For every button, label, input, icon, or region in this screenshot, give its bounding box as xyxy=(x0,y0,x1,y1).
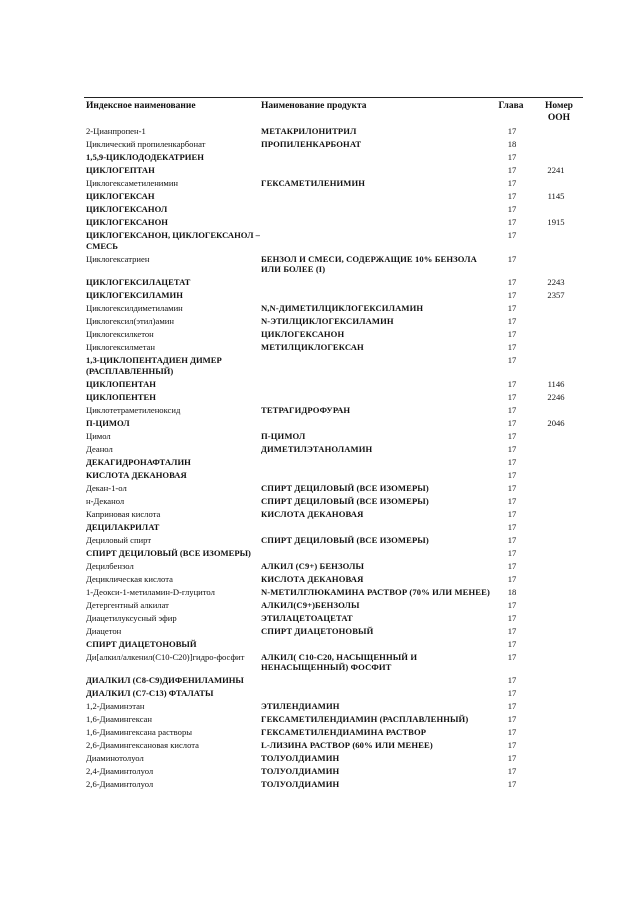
chapter-cell: 17 xyxy=(507,329,517,339)
table-row xyxy=(84,431,583,444)
product-name-cell xyxy=(261,639,495,652)
un-number-cell xyxy=(529,727,583,740)
table-row xyxy=(84,379,583,392)
un-number-cell xyxy=(529,613,583,626)
header-index-name: Индексное наименование xyxy=(86,101,196,111)
product-name-cell xyxy=(261,688,495,701)
product-name-cell: АЛКИЛ(С9+)БЕНЗОЛЫ xyxy=(261,599,360,610)
chapter-cell: 17 xyxy=(507,469,517,480)
index-name-cell: 2,6-Диаминтолуол xyxy=(86,779,154,789)
product-name-cell: ГЕКСАМЕТИЛЕНИМИН xyxy=(261,178,366,188)
un-number-cell xyxy=(529,600,583,613)
index-name-cell: Циклогексатриен xyxy=(86,253,150,264)
un-number-cell xyxy=(529,509,583,522)
table-row xyxy=(84,329,583,342)
table-row xyxy=(84,483,583,496)
product-name-cell: АЛКИЛ (С9+) БЕНЗОЛЫ xyxy=(261,560,364,571)
product-name-cell: П-ЦИМОЛ xyxy=(261,430,306,441)
index-name-cell: 1,6-Диамингексана растворы xyxy=(86,727,193,737)
index-name-cell: Диацетон xyxy=(86,625,122,636)
index-name-cell: Детергентный алкилат xyxy=(86,599,169,610)
chapter-cell: 17 xyxy=(507,508,517,519)
index-name-cell: 1,2-Диаминэтан xyxy=(86,701,145,711)
table-row xyxy=(84,152,583,165)
chapter-cell: 17 xyxy=(507,675,517,685)
product-name-cell: КИСЛОТА ДЕКАНОВАЯ xyxy=(261,573,364,584)
index-name-cell: Цимол xyxy=(86,430,111,441)
un-number-cell xyxy=(529,303,583,316)
un-number-cell xyxy=(529,561,583,574)
table-row xyxy=(84,277,583,290)
un-number-cell xyxy=(529,457,583,470)
index-name-cell: Каприновая кислота xyxy=(86,508,161,519)
un-number-cell xyxy=(529,675,583,688)
product-name-cell xyxy=(261,217,495,230)
table-row xyxy=(84,316,583,329)
table-row xyxy=(84,496,583,509)
index-name-cell: н-Деканол xyxy=(86,495,125,506)
un-number-cell xyxy=(529,548,583,561)
product-name-cell: N,N-ДИМЕТИЛЦИКЛОГЕКСИЛАМИН xyxy=(261,303,424,313)
un-number-cell xyxy=(529,470,583,483)
product-name-cell: БЕНЗОЛ И СМЕСИ, СОДЕРЖАЩИЕ 10% БЕНЗОЛА ИЛИ БОЛЕЕ (I) xyxy=(261,253,477,274)
un-number-cell xyxy=(529,753,583,766)
product-name-cell: N-ЭТИЛЦИКЛОГЕКСИЛАМИН xyxy=(261,316,394,326)
index-name-cell: ДЕЦИЛАКРИЛАТ xyxy=(86,521,160,532)
table-row xyxy=(84,535,583,548)
product-name-cell: ЭТИЛЕНДИАМИН xyxy=(261,701,340,711)
un-number-cell xyxy=(529,701,583,714)
index-name-cell: П-ЦИМОЛ xyxy=(86,417,130,428)
chapter-cell: 17 xyxy=(507,443,517,454)
un-number-cell: 1915 xyxy=(547,217,565,227)
header-un-line1: Номер xyxy=(545,101,573,111)
index-name-cell: Деанол xyxy=(86,443,113,454)
index-name-cell: 1,6-Диамингексан xyxy=(86,714,153,724)
product-name-cell xyxy=(261,204,495,217)
product-name-cell xyxy=(261,470,495,483)
table-row xyxy=(84,254,583,278)
product-name-cell: ГЕКСАМЕТИЛЕНДИАМИНА РАСТВОР xyxy=(261,727,427,737)
table-row xyxy=(84,191,583,204)
chapter-cell: 17 xyxy=(507,230,517,240)
substance-table xyxy=(84,126,583,792)
index-name-cell: ЦИКЛОПЕНТЕН xyxy=(86,391,156,402)
chapter-cell: 17 xyxy=(507,191,517,201)
index-name-cell: 2-Цианпропен-1 xyxy=(86,126,146,136)
un-number-cell xyxy=(529,431,583,444)
chapter-cell: 17 xyxy=(507,521,517,532)
product-name-cell: L-ЛИЗИНА РАСТВОР (60% ИЛИ МЕНЕЕ) xyxy=(261,740,433,750)
product-name-cell: ДИМЕТИЛЭТАНОЛАМИН xyxy=(261,443,373,454)
table-row xyxy=(84,217,583,230)
un-number-cell xyxy=(529,626,583,639)
un-number-cell xyxy=(529,178,583,191)
chapter-cell: 17 xyxy=(507,178,517,188)
chapter-cell: 17 xyxy=(507,290,517,300)
header-un-line2: ООН xyxy=(547,113,571,123)
table-row xyxy=(84,639,583,652)
table-row xyxy=(84,766,583,779)
un-number-cell xyxy=(529,230,583,254)
product-name-cell: ТОЛУОЛДИАМИН xyxy=(261,766,340,776)
table-row xyxy=(84,405,583,418)
un-number-cell xyxy=(529,329,583,342)
chapter-cell: 17 xyxy=(507,766,517,776)
un-number-cell xyxy=(529,779,583,792)
table-row xyxy=(84,392,583,405)
substance-table-body xyxy=(84,126,583,792)
product-name-cell: СПИРТ ДЕЦИЛОВЫЙ (ВСЕ ИЗОМЕРЫ) xyxy=(261,482,429,493)
chapter-cell: 17 xyxy=(507,625,517,636)
chapter-cell: 18 xyxy=(507,586,517,597)
product-name-cell: МЕТИЛЦИКЛОГЕКСАН xyxy=(261,342,364,352)
table-row xyxy=(84,342,583,355)
chapter-cell: 17 xyxy=(507,482,517,493)
index-name-cell: ДЕКАГИДРОНАФТАЛИН xyxy=(86,456,191,467)
index-name-cell: Декан-1-ол xyxy=(86,482,127,493)
un-number-cell xyxy=(529,444,583,457)
chapter-cell: 17 xyxy=(507,714,517,724)
index-name-cell: Циклогексилкетон xyxy=(86,329,154,339)
chapter-cell: 17 xyxy=(507,430,517,441)
un-number-cell xyxy=(529,254,583,278)
product-name-cell xyxy=(261,355,495,379)
un-number-cell xyxy=(529,740,583,753)
chapter-cell: 17 xyxy=(507,688,517,698)
un-number-cell: 2246 xyxy=(547,391,565,402)
table-row xyxy=(84,418,583,431)
product-name-cell xyxy=(261,457,495,470)
index-name-cell: Дециклическая кислота xyxy=(86,573,173,584)
un-number-cell xyxy=(529,766,583,779)
un-number-cell xyxy=(529,126,583,139)
chapter-cell: 17 xyxy=(507,204,517,214)
product-name-cell: ПРОПИЛЕНКАРБОНАТ xyxy=(261,139,362,149)
table-row xyxy=(84,740,583,753)
un-number-cell xyxy=(529,574,583,587)
table-row xyxy=(84,470,583,483)
index-name-cell: 1-Деокси-1-метиламин-D-глуцитол xyxy=(86,586,215,597)
chapter-cell: 17 xyxy=(507,701,517,711)
index-name-cell: Циклогексил(этил)амин xyxy=(86,316,174,326)
index-name-cell: Диацетилуксусный эфир xyxy=(86,612,177,623)
index-name-cell: ЦИКЛОГЕКСИЛАЦЕТАТ xyxy=(86,277,191,287)
index-name-cell: Дециловый спирт xyxy=(86,534,152,545)
chapter-cell: 17 xyxy=(507,560,517,571)
table-row xyxy=(84,126,583,139)
chapter-cell: 17 xyxy=(507,391,517,402)
product-name-cell xyxy=(261,230,495,254)
product-name-cell: МЕТАКРИЛОНИТРИЛ xyxy=(261,126,357,136)
product-name-cell xyxy=(261,675,495,688)
table-row xyxy=(84,613,583,626)
chapter-cell: 17 xyxy=(507,740,517,750)
index-name-cell: ДИАЛКИЛ (С8-С9)ДИФЕНИЛАМИНЫ xyxy=(86,675,244,685)
table-row xyxy=(84,701,583,714)
chapter-cell: 17 xyxy=(507,753,517,763)
table-row xyxy=(84,230,583,254)
un-number-cell xyxy=(529,688,583,701)
index-name-cell: Циклотетраметиленоксид xyxy=(86,404,181,415)
un-number-cell: 2357 xyxy=(547,290,565,300)
table-row xyxy=(84,165,583,178)
product-name-cell xyxy=(261,191,495,204)
un-number-cell xyxy=(529,714,583,727)
index-name-cell: 2,4-Диаминтолуол xyxy=(86,766,154,776)
product-name-cell xyxy=(261,290,495,303)
table-row xyxy=(84,522,583,535)
un-number-cell xyxy=(529,342,583,355)
chapter-cell: 18 xyxy=(507,139,517,149)
header-chapter: Глава xyxy=(498,101,524,111)
product-name-cell xyxy=(261,165,495,178)
chapter-cell: 17 xyxy=(507,303,517,313)
index-name-cell: 1,5,9-ЦИКЛОДОДЕКАТРИЕН xyxy=(86,152,204,162)
chapter-cell: 17 xyxy=(507,152,517,162)
un-number-cell xyxy=(529,483,583,496)
un-number-cell xyxy=(529,496,583,509)
index-name-cell: ЦИКЛОГЕКСАНОН, ЦИКЛОГЕКСАНОЛ – СМЕСЬ xyxy=(86,230,260,251)
chapter-cell: 17 xyxy=(507,355,517,365)
table-row xyxy=(84,444,583,457)
chapter-cell: 17 xyxy=(507,495,517,506)
un-number-cell: 2046 xyxy=(547,417,565,428)
table-row xyxy=(84,574,583,587)
chapter-cell: 17 xyxy=(507,253,517,264)
index-name-cell: ЦИКЛОГЕПТАН xyxy=(86,165,155,175)
index-name-cell: ЦИКЛОПЕНТАН xyxy=(86,378,156,389)
table-row xyxy=(84,457,583,470)
table-row xyxy=(84,675,583,688)
index-name-cell: ЦИКЛОГЕКСАНОЛ xyxy=(86,204,168,214)
un-number-cell xyxy=(529,522,583,535)
table-row xyxy=(84,204,583,217)
index-name-cell: 1,3-ЦИКЛОПЕНТАДИЕН ДИМЕР (РАСПЛАВЛЕННЫЙ) xyxy=(86,355,222,376)
header-rule xyxy=(84,97,583,98)
un-number-cell xyxy=(529,152,583,165)
product-name-cell xyxy=(261,152,495,165)
chapter-cell: 17 xyxy=(507,651,517,662)
product-name-cell xyxy=(261,277,495,290)
un-number-cell xyxy=(529,355,583,379)
table-row xyxy=(84,714,583,727)
product-name-cell: ЦИКЛОГЕКСАНОН xyxy=(261,329,345,339)
product-name-cell xyxy=(261,418,495,431)
un-number-cell xyxy=(529,204,583,217)
product-name-cell: ТОЛУОЛДИАМИН xyxy=(261,753,340,763)
table-row xyxy=(84,727,583,740)
chapter-cell: 17 xyxy=(507,456,517,467)
chapter-cell: 17 xyxy=(507,547,517,558)
product-name-cell: КИСЛОТА ДЕКАНОВАЯ xyxy=(261,508,364,519)
index-name-cell: СПИРТ ДЕЦИЛОВЫЙ (ВСЕ ИЗОМЕРЫ) xyxy=(86,547,251,558)
index-name-cell: ЦИКЛОГЕКСАНОН xyxy=(86,217,168,227)
index-name-cell: КИСЛОТА ДЕКАНОВАЯ xyxy=(86,469,187,480)
un-number-cell: 1146 xyxy=(547,378,565,389)
chapter-cell: 17 xyxy=(507,612,517,623)
table-row xyxy=(84,303,583,316)
un-number-cell: 1145 xyxy=(547,191,565,201)
table-row xyxy=(84,600,583,613)
index-name-cell: ЦИКЛОГЕКСИЛАМИН xyxy=(86,290,183,300)
chapter-cell: 17 xyxy=(507,217,517,227)
product-name-cell: СПИРТ ДЕЦИЛОВЫЙ (ВСЕ ИЗОМЕРЫ) xyxy=(261,534,429,545)
product-name-cell: СПИРТ ДИАЦЕТОНОВЫЙ xyxy=(261,625,374,636)
table-row xyxy=(84,587,583,600)
index-name-cell: Циклический пропиленкарбонат xyxy=(86,139,206,149)
un-number-cell xyxy=(529,587,583,600)
table-row xyxy=(84,652,583,676)
chapter-cell: 17 xyxy=(507,534,517,545)
index-name-cell: Диаминотолуол xyxy=(86,753,144,763)
table-row xyxy=(84,290,583,303)
index-name-cell: Децилбензол xyxy=(86,560,134,571)
table-row xyxy=(84,779,583,792)
index-name-cell: Ди[алкил/алкенил(С10-С20)]гидро-фосфит xyxy=(86,651,245,662)
product-name-cell: АЛКИЛ( С10-С20, НАСЫЩЕННЫЙ И НЕНАСЫЩЕННЫЙ) ФОСФИТ xyxy=(261,651,418,672)
table-row xyxy=(84,688,583,701)
chapter-cell: 17 xyxy=(507,599,517,610)
un-number-cell xyxy=(529,535,583,548)
un-number-cell: 2243 xyxy=(547,277,565,287)
chapter-cell: 17 xyxy=(507,342,517,352)
un-number-cell xyxy=(529,139,583,152)
chapter-cell: 17 xyxy=(507,779,517,789)
chapter-cell: 17 xyxy=(507,378,517,389)
un-number-cell: 2241 xyxy=(547,165,565,175)
chapter-cell: 17 xyxy=(507,727,517,737)
chapter-cell: 17 xyxy=(507,417,517,428)
index-name-cell: Циклогексилметан xyxy=(86,342,155,352)
product-name-cell: ТОЛУОЛДИАМИН xyxy=(261,779,340,789)
product-name-cell xyxy=(261,392,495,405)
table-row xyxy=(84,626,583,639)
chapter-cell: 17 xyxy=(507,165,517,175)
table-row xyxy=(84,548,583,561)
un-number-cell xyxy=(529,405,583,418)
chapter-cell: 17 xyxy=(507,277,517,287)
product-name-cell: СПИРТ ДЕЦИЛОВЫЙ (ВСЕ ИЗОМЕРЫ) xyxy=(261,495,429,506)
index-name-cell: Циклогексилдиметиламин xyxy=(86,303,183,313)
table-row xyxy=(84,509,583,522)
table-row xyxy=(84,139,583,152)
un-number-cell xyxy=(529,316,583,329)
index-name-cell: 2,6-Диамингексановая кислота xyxy=(86,740,199,750)
product-name-cell xyxy=(261,522,495,535)
product-name-cell xyxy=(261,548,495,561)
table-row xyxy=(84,178,583,191)
un-number-cell xyxy=(529,652,583,676)
index-name-cell: СПИРТ ДИАЦЕТОНОВЫЙ xyxy=(86,638,197,649)
table-row xyxy=(84,355,583,379)
chapter-cell: 17 xyxy=(507,126,517,136)
chapter-cell: 17 xyxy=(507,573,517,584)
index-name-cell: Циклогексаметиленимин xyxy=(86,178,179,188)
table-row xyxy=(84,561,583,574)
product-name-cell: ЭТИЛАЦЕТОАЦЕТАТ xyxy=(261,612,353,623)
product-name-cell: ГЕКСАМЕТИЛЕНДИАМИН (РАСПЛАВЛЕННЫЙ) xyxy=(261,714,469,724)
product-name-cell: N-МЕТИЛГЛЮКАМИНА РАСТВОР (70% ИЛИ МЕНЕЕ) xyxy=(261,586,490,597)
product-name-cell xyxy=(261,379,495,392)
table-row xyxy=(84,753,583,766)
un-number-cell xyxy=(529,639,583,652)
chapter-cell: 17 xyxy=(507,404,517,415)
chapter-cell: 17 xyxy=(507,638,517,649)
header-product-name: Наименование продукта xyxy=(261,101,367,111)
chapter-cell: 17 xyxy=(507,316,517,326)
product-name-cell: ТЕТРАГИДРОФУРАН xyxy=(261,404,351,415)
index-name-cell: ЦИКЛОГЕКСАН xyxy=(86,191,155,201)
header-un-number xyxy=(537,100,581,124)
index-name-cell: ДИАЛКИЛ (С7-С13) ФТАЛАТЫ xyxy=(86,688,214,698)
